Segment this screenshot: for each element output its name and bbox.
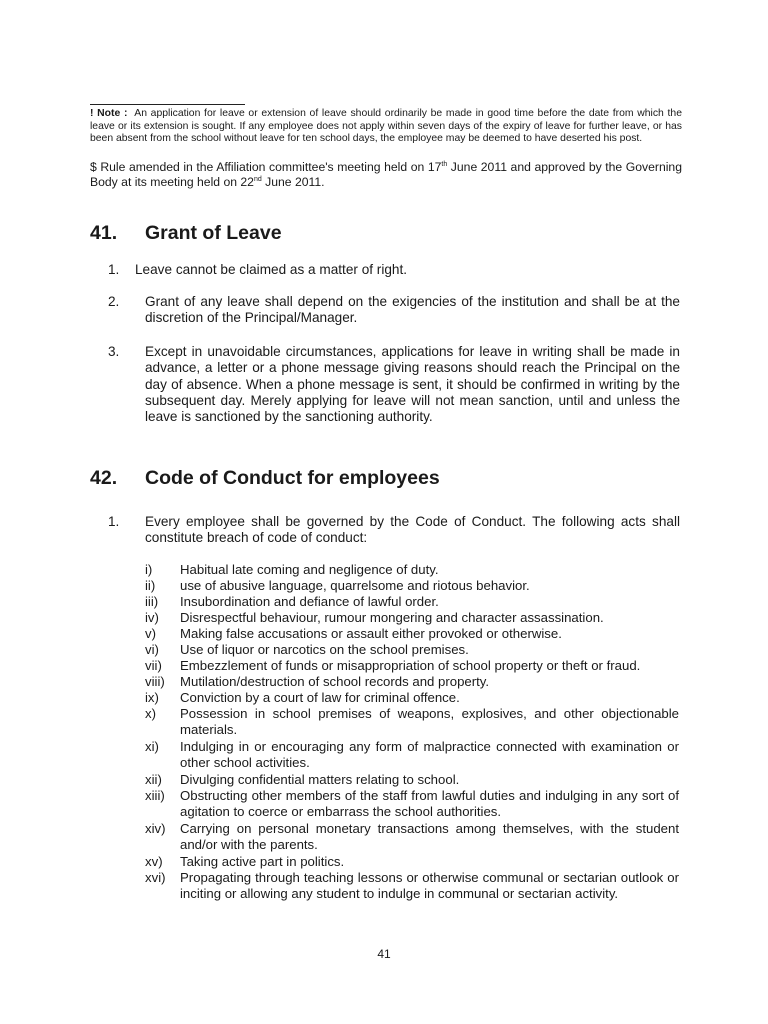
note-marker: ! Note : — [90, 108, 128, 119]
roman-numeral: ii) — [145, 578, 156, 593]
breach-text: Insubordination and defiance of lawful order. — [180, 594, 439, 609]
section-41-number: 41. — [90, 222, 118, 244]
roman-numeral: iv) — [145, 610, 159, 625]
item-number: 1. — [108, 262, 120, 277]
breach-text: Mutilation/destruction of school records and property. — [180, 674, 490, 689]
breach-text: Conviction by a court of law for criminal offence. — [180, 690, 460, 705]
roman-numeral: xiv) — [145, 821, 166, 836]
breach-text: Use of liquor or narcotics on the school premises. — [180, 642, 469, 657]
breach-text: Divulging confidential matters relating to school. — [180, 772, 460, 787]
rule-note-mid: June 2011 and approved by the Governing Body at its meeting held on 22 — [90, 160, 682, 189]
section-42-heading — [90, 467, 440, 490]
roman-numeral: xi) — [145, 739, 159, 754]
breach-text: Possession in school premises of weapons, explosives, and other objectionable materials. — [180, 706, 679, 738]
breach-text: Disrespectful behaviour, rumour mongering and character assassination. — [180, 610, 604, 625]
rule-note-sup-1: th — [441, 161, 448, 168]
rule-amendment-note — [90, 160, 682, 189]
item-text: Leave cannot be claimed as a matter of right. — [135, 262, 408, 277]
roman-numeral: v) — [145, 626, 156, 641]
breach-text: Indulging in or encouraging any form of malpractice connected with examination or other school activities. — [180, 739, 679, 771]
breach-text: Obstructing other members of the staff from lawful duties and indulging in any sort of agitation to coerce or embarrass the school authorities. — [180, 788, 679, 820]
breach-text: Carrying on personal monetary transactions among themselves, with the student and/or with the parents. — [180, 821, 679, 853]
section-42-number: 42. — [90, 467, 118, 489]
item-number: 1. — [108, 514, 120, 529]
roman-numeral: xvi) — [145, 870, 166, 885]
rule-note-prefix: $ Rule amended in the Affiliation committee's meeting held on 17 — [90, 160, 442, 174]
note-text: An application for leave or extension of leave should ordinarily be made in good time before the date from which the leave or its extension is sought. If any employee does not apply within seven days of the expiry of leave for further leave, or has been absent from the school without leave for ten school days, the employee may be deemed to have deserted his post. — [90, 108, 682, 145]
roman-numeral: ix) — [145, 690, 159, 705]
leave-note — [90, 108, 682, 146]
rule-note-sup-2: nd — [253, 175, 262, 183]
item-text: Except in unavoidable circumstances, applications for leave in writing shall be made in advance, a letter or a phone message giving reasons should reach the Principal on the day of absence. When a phone message is sent, it should be confirmed in writing by the subsequent day. Merely applying for leave will not mean sanction, until and unless the leave is sanctioned by the sanctioning authority. — [145, 344, 680, 425]
item-text: Every employee shall be governed by the Code of Conduct. The following acts shall constitute breach of code of conduct: — [145, 514, 680, 546]
roman-numeral: iii) — [145, 594, 159, 609]
breach-text: Habitual late coming and negligence of duty. — [180, 562, 439, 577]
section-41-heading — [90, 222, 282, 245]
item-number: 2. — [108, 294, 120, 309]
page-number: 41 — [377, 947, 391, 961]
roman-numeral: i) — [145, 562, 153, 577]
roman-numeral: vii) — [145, 658, 162, 673]
breach-text: Taking active part in politics. — [180, 854, 345, 869]
roman-numeral: vi) — [145, 642, 159, 657]
breach-text: use of abusive language, quarrelsome and riotous behavior. — [180, 578, 530, 593]
breach-text: Propagating through teaching lessons or otherwise communal or sectarian outlook or inciting or allowing any student to indulge in communal or sectarian activity. — [180, 870, 679, 902]
breach-text: Embezzlement of funds or misappropriation of school property or theft or fraud. — [180, 658, 641, 673]
footnote-rule — [90, 104, 245, 105]
rule-note-suffix: June 2011. — [261, 174, 325, 189]
roman-numeral: viii) — [145, 674, 165, 689]
roman-numeral: x) — [145, 706, 156, 721]
item-number: 3. — [108, 344, 120, 359]
breach-text: Making false accusations or assault either provoked or otherwise. — [180, 626, 562, 641]
item-text: Grant of any leave shall depend on the exigencies of the institution and shall be at the discretion of the Principal/Manager. — [145, 294, 680, 326]
roman-numeral: xii) — [145, 772, 162, 787]
section-41-title: Grant of Leave — [145, 222, 282, 244]
roman-numeral: xv) — [145, 854, 163, 869]
roman-numeral: xiii) — [145, 788, 165, 803]
section-42-title: Code of Conduct for employees — [145, 467, 440, 489]
